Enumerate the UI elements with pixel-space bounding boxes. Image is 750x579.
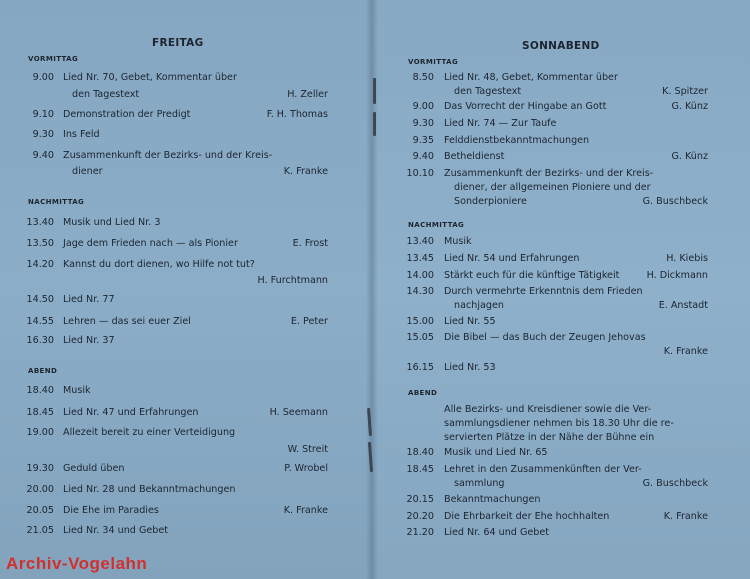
item-time: 9.40 [32, 150, 54, 161]
item-title-cont: diener [72, 166, 103, 177]
item-title: Die Bibel — das Buch der Zeugen Jehovas [444, 332, 646, 343]
item-speaker: H. Kiebis [666, 253, 708, 264]
item-time: 20.00 [26, 484, 54, 495]
program-item [26, 72, 328, 98]
item-time: 18.40 [406, 447, 434, 458]
item-title: Zusammenkunft der Bezirks- und der Kreis- [444, 168, 654, 179]
item-time: 9.40 [412, 151, 434, 162]
item-title-cont: diener, der allgemeinen Pioniere und der [454, 182, 651, 193]
item-title: Lied Nr. 64 und Gebet [444, 527, 550, 538]
item-time: 16.15 [406, 362, 434, 373]
item-speaker: G. Buschbeck [642, 478, 708, 489]
item-title: Lied Nr. 37 [63, 335, 115, 346]
item-time: 13.50 [26, 238, 54, 249]
item-title-cont: nachjagen [454, 300, 504, 311]
item-title: Allezeit bereit zu einer Verteidigung [63, 427, 236, 438]
item-time: 13.45 [406, 253, 434, 264]
friday-nachmittag-heading: NACHMITTAG [28, 198, 85, 206]
item-time: 18.40 [26, 385, 54, 396]
item-title: Lied Nr. 48, Gebet, Kommentar über [444, 72, 618, 83]
item-title: Kannst du dort dienen, wo Hilfe not tut? [63, 259, 255, 270]
item-time: 9.30 [32, 129, 54, 140]
item-time: 14.55 [26, 316, 54, 327]
item-title: Lied Nr. 54 und Erfahrungen [444, 253, 580, 264]
item-title: Bekanntmachungen [444, 494, 541, 505]
item-time: 19.00 [26, 427, 54, 438]
item-speaker: K. Franke [663, 346, 708, 357]
item-speaker: H. Furchtmann [257, 275, 328, 286]
saturday-title: SONNABEND [522, 40, 600, 52]
item-time: 9.10 [32, 109, 54, 120]
item-time: 20.05 [26, 505, 54, 516]
item-title: Lied Nr. 34 und Gebet [63, 525, 169, 536]
item-title-cont: den Tagestext [454, 86, 522, 97]
item-time: 14.50 [26, 294, 54, 305]
item-title: Musik [444, 236, 472, 247]
seating-notice-line: sammlungsdiener nehmen bis 18.30 Uhr die re- [444, 418, 674, 429]
item-title: Lehret in den Zusammenkünften der Ver- [444, 464, 642, 475]
saturday-nachmittag-heading: NACHMITTAG [408, 221, 465, 229]
item-title: Betheldienst [444, 151, 505, 162]
item-title: Lied Nr. 74 — Zur Taufe [444, 118, 557, 129]
item-speaker: E. Anstadt [658, 300, 708, 311]
item-speaker: G. Künz [671, 151, 708, 162]
item-speaker: F. H. Thomas [266, 109, 328, 120]
item-title: Die Ehe im Paradies [63, 505, 159, 516]
item-title-cont: Sonderpioniere [454, 196, 527, 207]
item-title: Stärkt euch für die künftige Tätigkeit [444, 270, 620, 281]
item-time: 13.40 [406, 236, 434, 247]
item-title: Felddienstbekanntmachungen [444, 135, 590, 146]
item-speaker: H. Zeller [287, 89, 328, 100]
item-time: 16.30 [26, 335, 54, 346]
item-time: 21.20 [406, 527, 434, 538]
item-time: 13.40 [26, 217, 54, 228]
item-title: Lied Nr. 77 [63, 294, 115, 305]
item-speaker: E. Peter [290, 316, 328, 327]
item-time: 8.50 [412, 72, 434, 83]
item-title: Lied Nr. 70, Gebet, Kommentar über [63, 72, 237, 83]
item-time: 18.45 [26, 407, 54, 418]
item-title: Jage dem Frieden nach — als Pionier [63, 238, 238, 249]
item-speaker: K. Franke [663, 511, 708, 522]
item-title: Lied Nr. 53 [444, 362, 496, 373]
item-time: 9.00 [32, 72, 54, 83]
item-title: Zusammenkunft der Bezirks- und der Kreis- [63, 150, 273, 161]
item-time: 9.00 [412, 101, 434, 112]
item-time: 15.05 [406, 332, 434, 343]
item-speaker: E. Frost [292, 238, 328, 249]
seating-notice-line: Alle Bezirks- und Kreisdiener sowie die Ver- [444, 404, 652, 415]
item-title: Ins Feld [63, 129, 100, 140]
item-time: 14.30 [406, 286, 434, 297]
center-fold [366, 0, 378, 579]
item-title: Demonstration der Predigt [63, 109, 191, 120]
item-title: Lied Nr. 28 und Bekanntmachungen [63, 484, 236, 495]
item-speaker: P. Wrobel [284, 463, 328, 474]
item-title: Musik und Lied Nr. 3 [63, 217, 161, 228]
item-speaker: K. Spitzer [662, 86, 708, 97]
item-time: 18.45 [406, 464, 434, 475]
item-title-cont: sammlung [454, 478, 505, 489]
item-title: Musik und Lied Nr. 65 [444, 447, 548, 458]
item-time: 21.05 [26, 525, 54, 536]
item-time: 14.00 [406, 270, 434, 281]
item-speaker: W. Streit [287, 444, 328, 455]
item-speaker: H. Seemann [269, 407, 328, 418]
friday-vormittag-heading: VORMITTAG [28, 55, 79, 63]
item-title: Das Vorrecht der Hingabe an Gott [444, 101, 607, 112]
friday-abend-heading: ABEND [28, 367, 58, 375]
friday-title: FREITAG [152, 37, 204, 49]
saturday-abend-heading: ABEND [408, 389, 438, 397]
item-speaker: K. Franke [283, 166, 328, 177]
item-title: Die Ehrbarkeit der Ehe hochhalten [444, 511, 610, 522]
item-time: 15.00 [406, 316, 434, 327]
item-title-cont: den Tagestext [72, 89, 140, 100]
item-speaker: G. Künz [671, 101, 708, 112]
item-time: 19.30 [26, 463, 54, 474]
item-title: Lied Nr. 55 [444, 316, 496, 327]
item-time: 20.20 [406, 511, 434, 522]
item-time: 20.15 [406, 494, 434, 505]
item-title: Lehren — das sei euer Ziel [63, 316, 191, 327]
item-time: 9.35 [412, 135, 434, 146]
item-title: Durch vermehrte Erkenntnis dem Frieden [444, 286, 643, 297]
item-title: Lied Nr. 47 und Erfahrungen [63, 407, 199, 418]
upper-staple-lower [373, 112, 376, 136]
archive-watermark: Archiv-Vogelahn [6, 554, 148, 573]
item-speaker: K. Franke [283, 505, 328, 516]
item-title: Musik [63, 385, 91, 396]
item-speaker: H. Dickmann [646, 270, 708, 281]
item-time: 14.20 [26, 259, 54, 270]
program-item [404, 72, 708, 98]
item-speaker: G. Buschbeck [642, 196, 708, 207]
upper-staple [373, 78, 376, 104]
item-title: Geduld üben [63, 463, 125, 474]
saturday-vormittag-heading: VORMITTAG [408, 58, 459, 66]
item-time: 10.10 [406, 168, 434, 179]
item-time: 9.30 [412, 118, 434, 129]
seating-notice-line: servierten Plätze in der Nähe der Bühne ein [444, 432, 655, 443]
